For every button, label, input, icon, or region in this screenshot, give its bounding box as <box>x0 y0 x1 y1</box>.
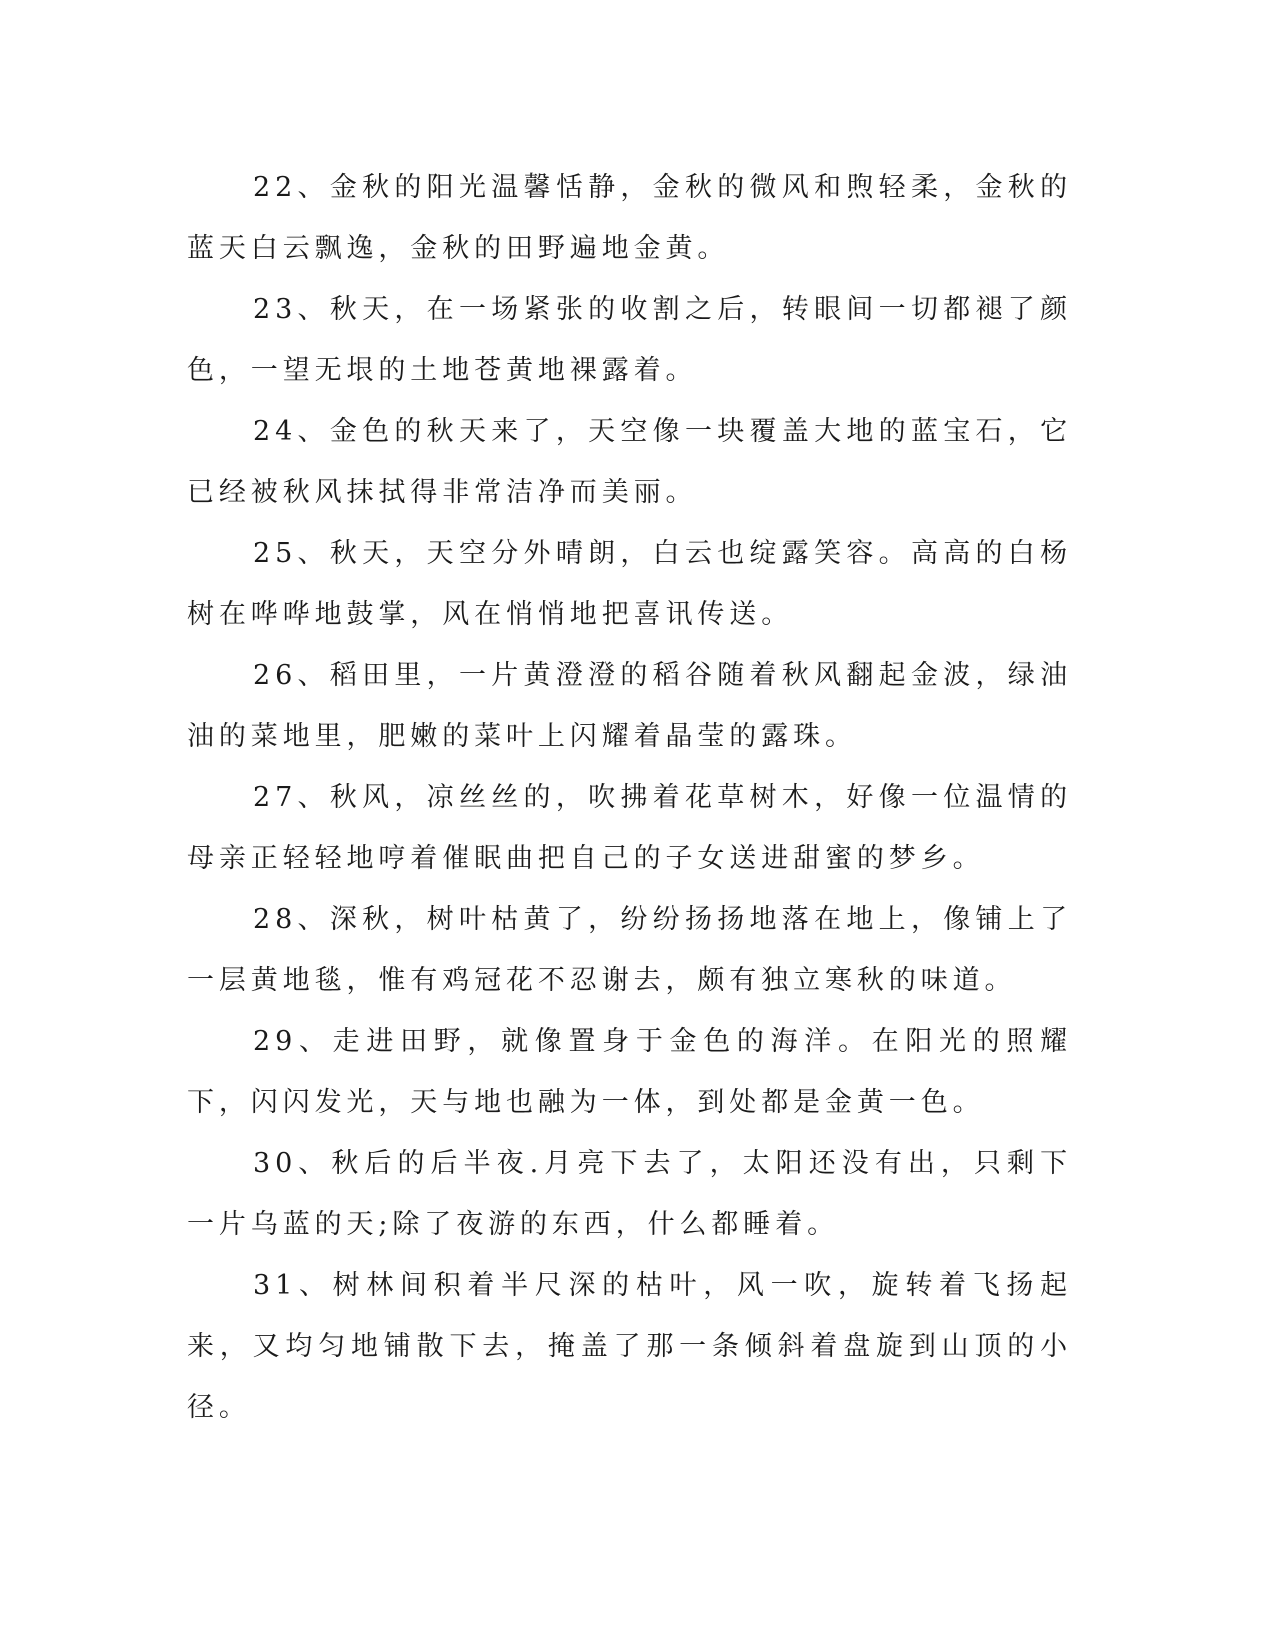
document-body <box>187 157 1072 1438</box>
paragraph-30: 30、秋后的后半夜.月亮下去了，太阳还没有出，只剩下一片乌蓝的天;除了夜游的东西，什么都睡着。 <box>187 1148 1072 1240</box>
paragraph-23: 23、秋天，在一场紧张的收割之后，转眼间一切都褪了颜色，一望无垠的土地苍黄地裸露着。 <box>187 294 1072 386</box>
paragraph-25: 25、秋天，天空分外晴朗，白云也绽露笑容。高高的白杨树在哗哗地鼓掌，风在悄悄地把喜讯传送。 <box>187 538 1072 630</box>
paragraph-31: 31、树林间积着半尺深的枯叶，风一吹，旋转着飞扬起来，又均匀地铺散下去，掩盖了那一条倾斜着盘旋到山顶的小径。 <box>187 1270 1072 1423</box>
paragraph-24: 24、金色的秋天来了，天空像一块覆盖大地的蓝宝石，它已经被秋风抹拭得非常洁净而美丽。 <box>187 416 1072 508</box>
paragraph-29: 29、走进田野，就像置身于金色的海洋。在阳光的照耀下，闪闪发光，天与地也融为一体，到处都是金黄一色。 <box>187 1026 1072 1118</box>
paragraph-28: 28、深秋，树叶枯黄了，纷纷扬扬地落在地上，像铺上了一层黄地毯，惟有鸡冠花不忍谢去，颇有独立寒秋的味道。 <box>187 904 1072 996</box>
paragraph-22: 22、金秋的阳光温馨恬静，金秋的微风和煦轻柔，金秋的蓝天白云飘逸，金秋的田野遍地金黄。 <box>187 172 1072 264</box>
paragraph-27: 27、秋风，凉丝丝的，吹拂着花草树木，好像一位温情的母亲正轻轻地哼着催眠曲把自己的子女送进甜蜜的梦乡。 <box>187 782 1072 874</box>
paragraph-26: 26、稻田里，一片黄澄澄的稻谷随着秋风翻起金波，绿油油的菜地里，肥嫩的菜叶上闪耀着晶莹的露珠。 <box>187 660 1072 752</box>
